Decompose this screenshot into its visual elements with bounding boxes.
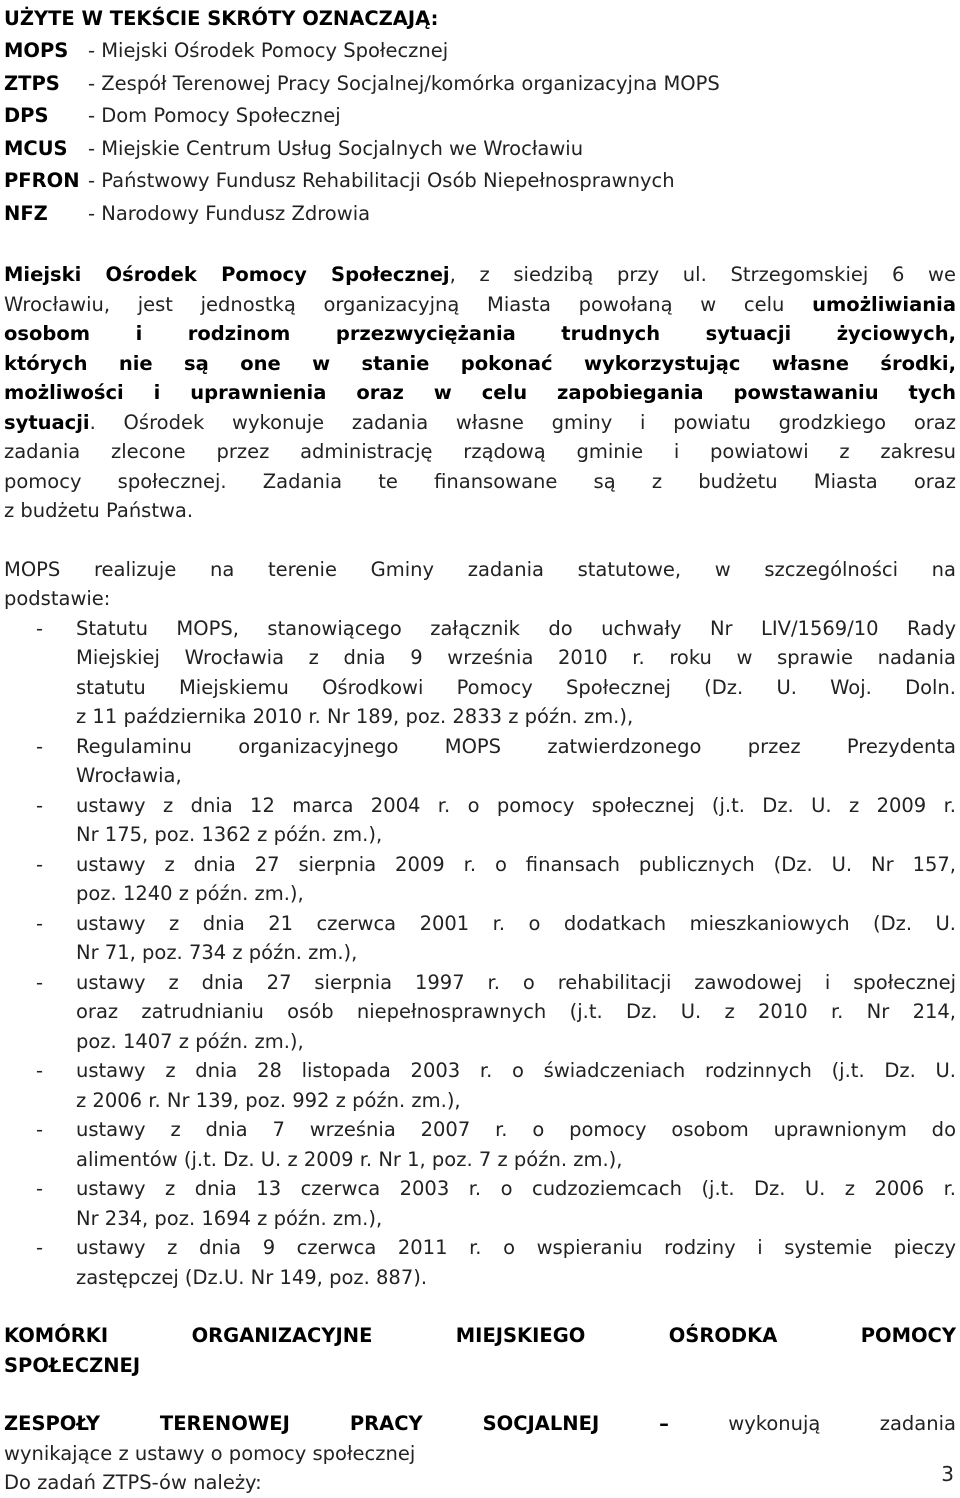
document-page bbox=[4, 2, 956, 1498]
legal-basis-item bbox=[4, 909, 956, 968]
abbreviation-row bbox=[4, 68, 956, 101]
units-heading bbox=[4, 1321, 956, 1380]
legal-basis-line: alimentów (j.t. Dz. U. z 2009 r. Nr 1, poz. 7 z późn. zm.), bbox=[76, 1147, 623, 1171]
legal-basis-line: Nr 71, poz. 734 z późn. zm.), bbox=[76, 941, 358, 964]
basis-intro-line: podstawie: bbox=[4, 587, 111, 610]
intro-line: możliwości i uprawnienia oraz w celu zapobiegania powstawaniu tych bbox=[4, 381, 956, 404]
intro-bold-text: Miejski Ośrodek Pomocy Społecznej bbox=[4, 263, 450, 286]
intro-line: pomocy społecznej. Zadania te finansowane są z budżetu Miasta oraz bbox=[4, 469, 956, 493]
spacer bbox=[4, 1380, 956, 1409]
list-dash: - bbox=[36, 1118, 44, 1141]
intro-paragraph bbox=[4, 260, 956, 526]
abbreviations-heading: UŻYTE W TEKŚCIE SKRÓTY OZNACZAJĄ: bbox=[4, 7, 439, 30]
legal-basis-line: ustawy z dnia 7 września 2007 r. o pomocy osobom uprawnionym do bbox=[76, 1118, 956, 1141]
intro-line: których nie są one w stanie pokonać wykorzystując własne środki, bbox=[4, 351, 956, 375]
list-dash: - bbox=[36, 1059, 44, 1082]
abbreviation-key: ZTPS bbox=[4, 71, 60, 95]
legal-basis-item-text bbox=[76, 732, 956, 791]
intro-bold-text: sytuacji bbox=[4, 410, 90, 434]
legal-basis-line: statutu Miejskiemu Ośrodkowi Pomocy Społecznej (Dz. U. Woj. Doln. bbox=[76, 675, 956, 699]
list-dash: - bbox=[36, 793, 44, 817]
legal-basis-line: oraz zatrudnianiu osób niepełnosprawnych (j.t. Dz. U. z 2010 r. Nr 214, bbox=[76, 1000, 956, 1023]
abbreviation-row bbox=[4, 165, 956, 198]
intro-text: . Ośrodek wykonuje zadania własne gminy i powiatu grodzkiego oraz bbox=[89, 410, 956, 434]
legal-basis-line: z 2006 r. Nr 139, poz. 992 z późn. zm.), bbox=[76, 1088, 461, 1112]
ztps-text: wykonują zadania bbox=[668, 1412, 956, 1435]
ztps-line: Do zadań ZTPS-ów należy: bbox=[4, 1471, 262, 1494]
basis-intro-line: MOPS realizuje na terenie Gminy zadania statutowe, w szczególności na bbox=[4, 557, 956, 581]
legal-basis-item bbox=[4, 791, 956, 850]
abbreviations-list bbox=[4, 35, 956, 230]
legal-basis-line: ustawy z dnia 13 czerwca 2003 r. o cudzoziemcach (j.t. Dz. U. z 2006 r. bbox=[76, 1177, 956, 1200]
abbreviation-definition: - Miejski Ośrodek Pomocy Społecznej bbox=[88, 39, 449, 62]
legal-basis-item bbox=[4, 1174, 956, 1233]
legal-basis-line: ustawy z dnia 28 listopada 2003 r. o świadczeniach rodzinnych (j.t. Dz. U. bbox=[76, 1059, 956, 1082]
abbreviation-key: NFZ bbox=[4, 201, 48, 225]
legal-basis-item bbox=[4, 968, 956, 1057]
legal-basis-item-text bbox=[76, 1115, 956, 1174]
ztps-bold-text: ZESPOŁY TERENOWEJ PRACY SOCJALNEJ – bbox=[4, 1412, 669, 1435]
legal-basis-line: ustawy z dnia 9 czerwca 2011 r. o wspieraniu rodziny i systemie pieczy bbox=[76, 1236, 956, 1259]
legal-basis-line: Nr 175, poz. 1362 z późn. zm.), bbox=[76, 823, 383, 846]
abbreviation-definition: - Dom Pomocy Społecznej bbox=[88, 104, 341, 127]
legal-basis-item bbox=[4, 1233, 956, 1292]
legal-basis-line: Statutu MOPS, stanowiącego załącznik do uchwały Nr LIV/1569/10 Rady bbox=[76, 616, 956, 640]
abbreviation-definition: - Narodowy Fundusz Zdrowia bbox=[88, 201, 371, 225]
page-number: 3 bbox=[941, 1462, 954, 1486]
abbreviation-key: MOPS bbox=[4, 39, 69, 62]
legal-basis-line: zastępczej (Dz.U. Nr 149, poz. 887). bbox=[76, 1265, 428, 1289]
abbreviation-row bbox=[4, 133, 956, 166]
list-dash: - bbox=[36, 852, 44, 876]
legal-basis-item-text bbox=[76, 791, 956, 850]
abbreviations-section bbox=[4, 2, 956, 230]
legal-basis-line: Wrocławia, bbox=[76, 764, 182, 787]
list-dash: - bbox=[36, 911, 44, 935]
list-dash: - bbox=[36, 734, 44, 758]
legal-basis-item bbox=[4, 850, 956, 909]
ztps-line: wynikające z ustawy o pomocy społecznej bbox=[4, 1441, 416, 1465]
legal-basis-section bbox=[4, 555, 956, 1293]
legal-basis-item-text bbox=[76, 1233, 956, 1292]
abbreviation-key: PFRON bbox=[4, 169, 80, 192]
legal-basis-item-text bbox=[76, 1056, 956, 1115]
abbreviation-row bbox=[4, 35, 956, 68]
legal-basis-line: z 11 października 2010 r. Nr 189, poz. 2833 z późn. zm.), bbox=[76, 705, 634, 728]
units-heading-line: KOMÓRKI ORGANIZACYJNE MIEJSKIEGO OŚRODKA POMOCY bbox=[4, 1324, 956, 1347]
intro-line bbox=[4, 290, 956, 320]
intro-bold-text: umożliwiania bbox=[812, 292, 956, 316]
legal-basis-item bbox=[4, 732, 956, 791]
legal-basis-line: ustawy z dnia 21 czerwca 2001 r. o dodatkach mieszkaniowych (Dz. U. bbox=[76, 911, 956, 935]
legal-basis-list bbox=[4, 614, 956, 1293]
abbreviation-definition: - Zespół Terenowej Pracy Socjalnej/komórka organizacyjna MOPS bbox=[88, 71, 720, 95]
legal-basis-line: ustawy z dnia 27 sierpnia 1997 r. o rehabilitacji zawodowej i społecznej bbox=[76, 970, 956, 994]
legal-basis-line: ustawy z dnia 27 sierpnia 2009 r. o finansach publicznych (Dz. U. Nr 157, bbox=[76, 852, 956, 876]
legal-basis-line: Nr 234, poz. 1694 z późn. zm.), bbox=[76, 1206, 383, 1230]
list-dash: - bbox=[36, 616, 44, 640]
legal-basis-line: poz. 1240 z późn. zm.), bbox=[76, 882, 304, 905]
intro-line bbox=[4, 260, 956, 290]
abbreviation-row bbox=[4, 198, 956, 231]
ztps-line bbox=[4, 1409, 956, 1439]
legal-basis-item-text bbox=[76, 850, 956, 909]
spacer bbox=[4, 230, 956, 260]
abbreviation-row bbox=[4, 100, 956, 133]
legal-basis-item-text bbox=[76, 909, 956, 968]
intro-line bbox=[4, 408, 956, 438]
legal-basis-item-text bbox=[76, 968, 956, 1057]
intro-line: osobom i rodzinom przezwyciężania trudnych sytuacji życiowych, bbox=[4, 322, 956, 345]
intro-text: , z siedzibą przy ul. Strzegomskiej 6 we bbox=[449, 263, 956, 286]
abbreviation-definition: - Miejskie Centrum Usług Socjalnych we Wrocławiu bbox=[88, 136, 584, 160]
list-dash: - bbox=[36, 1177, 44, 1200]
ztps-section bbox=[4, 1409, 956, 1498]
legal-basis-line: ustawy z dnia 12 marca 2004 r. o pomocy społecznej (j.t. Dz. U. z 2009 r. bbox=[76, 793, 956, 817]
legal-basis-line: Miejskiej Wrocławia z dnia 9 września 2010 r. roku w sprawie nadania bbox=[76, 646, 956, 669]
intro-text: Wrocławiu, jest jednostką organizacyjną Miasta powołaną w celu bbox=[4, 292, 813, 316]
abbreviation-key: MCUS bbox=[4, 136, 68, 160]
list-dash: - bbox=[36, 970, 44, 994]
spacer bbox=[4, 1292, 956, 1321]
legal-basis-item bbox=[4, 1115, 956, 1174]
spacer bbox=[4, 526, 956, 555]
units-heading-line: SPOŁECZNEJ bbox=[4, 1353, 141, 1377]
intro-line: zadania zlecone przez administrację rządową gminie i powiatowi z zakresu bbox=[4, 440, 956, 463]
legal-basis-item-text bbox=[76, 1174, 956, 1233]
legal-basis-item bbox=[4, 1056, 956, 1115]
intro-line: z budżetu Państwa. bbox=[4, 499, 194, 522]
abbreviation-key: DPS bbox=[4, 104, 49, 127]
legal-basis-item-text bbox=[76, 614, 956, 732]
abbreviation-definition: - Państwowy Fundusz Rehabilitacji Osób Niepełnosprawnych bbox=[88, 169, 675, 192]
legal-basis-line: Regulaminu organizacyjnego MOPS zatwierdzonego przez Prezydenta bbox=[76, 734, 956, 758]
legal-basis-item bbox=[4, 614, 956, 732]
legal-basis-line: poz. 1407 z późn. zm.), bbox=[76, 1029, 304, 1053]
list-dash: - bbox=[36, 1236, 44, 1259]
